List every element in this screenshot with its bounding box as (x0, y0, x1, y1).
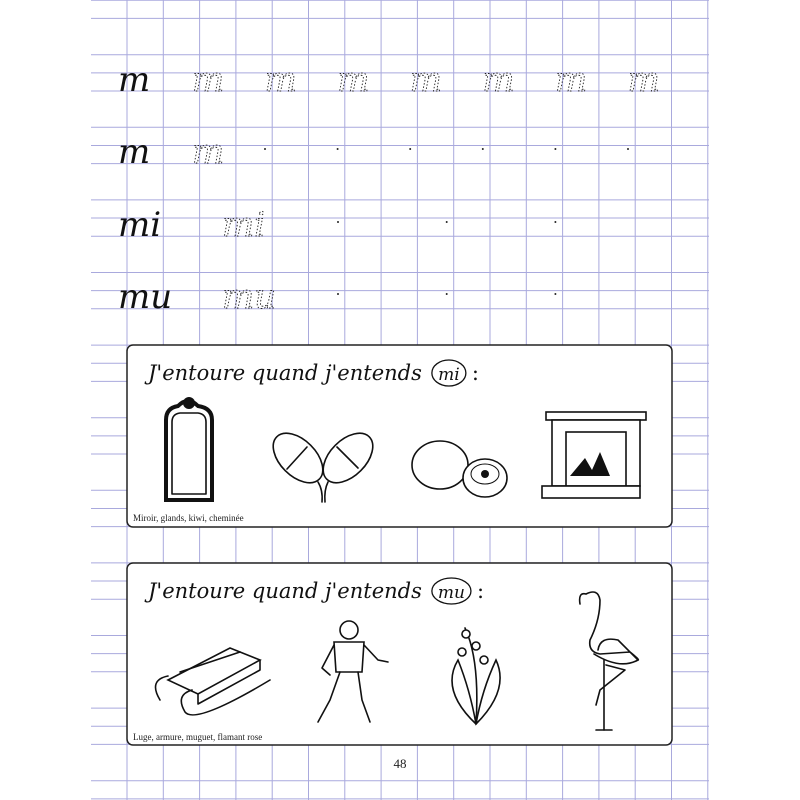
traced-row-4[interactable] (222, 277, 556, 317)
image-caption: Luge, armure, muguet, flamant rose (133, 732, 263, 742)
colon: : (476, 579, 485, 603)
traced-row-2[interactable] (192, 132, 629, 172)
traced-letter: mu (222, 277, 277, 317)
fireplace-icon[interactable] (542, 412, 646, 498)
syllable: mi (438, 365, 460, 385)
start-dot (554, 221, 556, 223)
traced-row-1[interactable] (192, 60, 660, 100)
page-number: 48 (393, 756, 407, 771)
model-syllable: mi (118, 205, 162, 245)
instruction: J'entoure quand j'entends (148, 579, 422, 603)
traced-letter: m (192, 60, 225, 100)
model-letter: m (118, 132, 151, 172)
exercise-box-mi (127, 345, 672, 527)
traced-letter: m (337, 60, 370, 100)
traced-letter: m (555, 60, 588, 100)
traced-letter: m (409, 60, 443, 100)
instruction: J'entoure quand j'entends (148, 361, 422, 385)
start-dot (446, 293, 448, 295)
start-dot (409, 148, 411, 150)
start-dot (627, 148, 629, 150)
exercise-box-mu (127, 563, 672, 745)
traced-letter: mi (222, 205, 266, 245)
start-dot (264, 148, 266, 150)
colon: : (471, 361, 479, 385)
traced-letter: m (482, 60, 515, 100)
start-dot (446, 221, 448, 223)
traced-letter: m (192, 132, 225, 172)
start-dot (337, 148, 339, 150)
model-letter: m (118, 60, 151, 100)
traced-letter: m (627, 60, 660, 100)
start-dot (554, 148, 556, 150)
mirror-icon[interactable] (166, 397, 212, 500)
start-dot (337, 293, 339, 295)
start-dot (482, 148, 484, 150)
traced-letter: m (264, 60, 297, 100)
image-caption: Miroir, glands, kiwi, cheminée (133, 513, 244, 523)
start-dot (337, 221, 339, 223)
start-dot (554, 293, 556, 295)
syllable: mu (437, 583, 465, 603)
model-syllable: mu (118, 277, 173, 317)
